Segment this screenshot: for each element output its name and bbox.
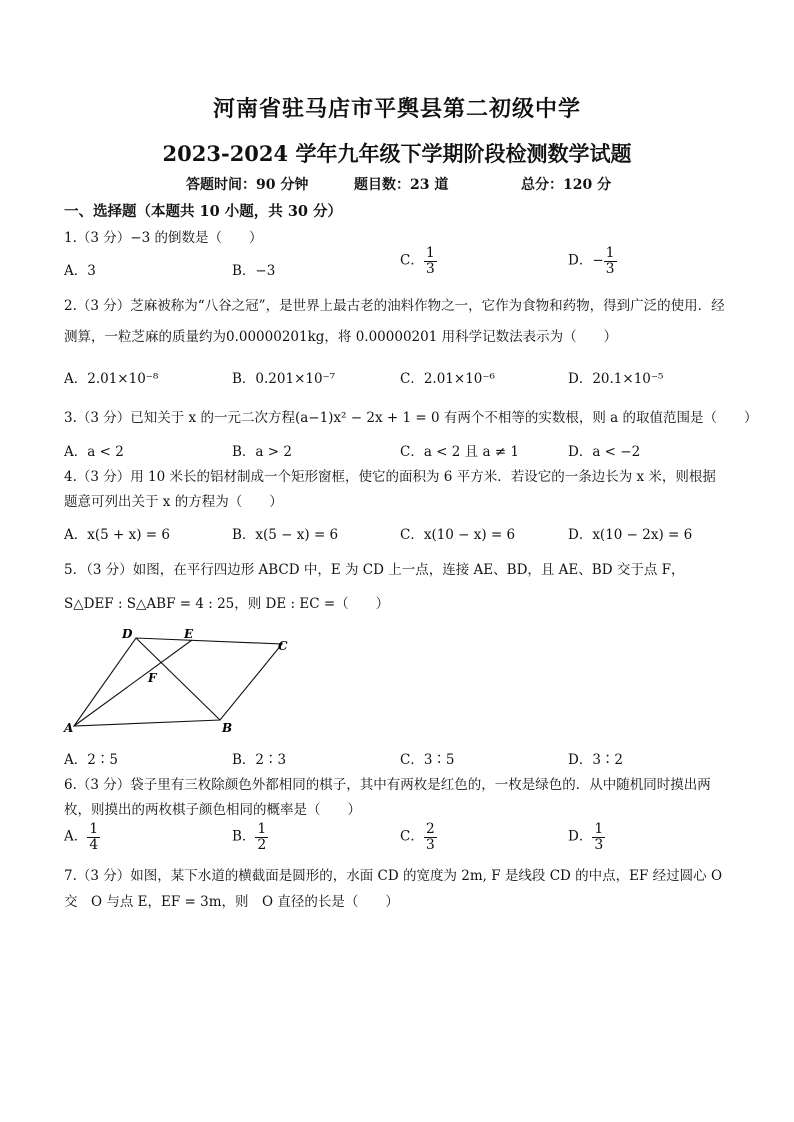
q1-d-fraction xyxy=(604,246,617,276)
q6-d-fraction xyxy=(592,822,605,852)
question-4-stem-line1: 4.（3 分）用 10 米长的铝材制成一个矩形窗框，使它的面积为 6 平方米．若设它的一条边长为 x 米，则根据 xyxy=(64,469,716,485)
q1-option-d xyxy=(568,246,617,276)
total-score: 总分：120 分 xyxy=(521,177,612,193)
label-f: F xyxy=(148,671,157,685)
q1-d-denominator: 3 xyxy=(605,260,615,277)
q6-option-c xyxy=(400,822,437,852)
q1-c-prefix: C． xyxy=(400,252,424,269)
q6-b-fraction xyxy=(255,822,268,852)
q6-d-numerator: 1 xyxy=(594,821,604,837)
parallelogram-abcd xyxy=(74,638,282,726)
q3-option-d: D．a < −2 xyxy=(568,444,641,460)
label-d: D xyxy=(122,627,133,641)
q6-d-prefix: D． xyxy=(568,828,593,845)
question-2-stem-line2: 测算，一粒芝麻的质量约为0.00000201kg，将 0.00000201 用科学记数法表示为（ ） xyxy=(64,329,618,345)
q6-option-a xyxy=(64,822,100,852)
exam-title: 2023-2024 学年九年级下学期阶段检测数学试题 xyxy=(162,141,632,166)
segment-ae xyxy=(74,640,192,726)
q2-option-d: D．20.1×10⁻⁵ xyxy=(568,371,664,387)
q3-option-c: C．a < 2 且 a ≠ 1 xyxy=(400,444,519,460)
q6-c-denominator: 3 xyxy=(425,836,435,853)
question-6-stem-line1: 6.（3 分）袋子里有三枚除颜色外都相同的棋子，其中有两枚是红色的，一枚是绿色的．从中随机同时摸出两 xyxy=(64,777,711,793)
question-5-stem-line2: S△DEF : S△ABF = 4 : 25，则 DE : EC =（ ） xyxy=(64,596,390,612)
label-e: E xyxy=(184,627,194,641)
q6-c-fraction xyxy=(424,822,437,852)
question-7-stem-line1: 7.（3 分）如图，某下水道的横截面是圆形的，水面 CD 的宽度为 2m, F 是线段 CD 的中点，EF 经过圆心 O xyxy=(64,868,723,884)
q6-c-numerator: 2 xyxy=(425,821,435,837)
school-title: 河南省驻马店市平舆县第二初级中学 xyxy=(212,96,581,122)
question-4-stem-line2: 题意可列出关于 x 的方程为（ ） xyxy=(64,494,283,510)
question-3-stem: 3.（3 分）已知关于 x 的一元二次方程(a−1)x² − 2x + 1 = 0 有两个不相等的实数根，则 a 的取值范围是（ ） xyxy=(64,410,758,426)
q6-option-b xyxy=(232,822,268,852)
q6-b-numerator: 1 xyxy=(257,821,267,837)
exam-time: 答题时间：90 分钟 xyxy=(186,177,309,193)
q5-option-b: B．2∶3 xyxy=(232,752,287,768)
q6-b-prefix: B． xyxy=(232,828,256,845)
question-2-stem-line1: 2.（3 分）芝麻被称为“八谷之冠”，是世界上最古老的油料作物之一，它作为食物和药物，得到广泛的使用．经 xyxy=(64,298,725,314)
q6-a-fraction xyxy=(87,822,100,852)
q5-option-a: A．2∶5 xyxy=(64,752,118,768)
q6-a-numerator: 1 xyxy=(89,821,99,837)
q5-option-c: C．3∶5 xyxy=(400,752,455,768)
section-title: 一、选择题（本题共 10 小题，共 30 分） xyxy=(64,203,343,220)
q6-a-denominator: 4 xyxy=(89,836,99,853)
question-5-stem-line1: 5．（3 分）如图，在平行四边形 ABCD 中，E 为 CD 上一点，连接 AE、BD，且 AE、BD 交于点 F， xyxy=(64,562,685,578)
q6-d-denominator: 3 xyxy=(594,836,604,853)
q1-option-c xyxy=(400,246,437,276)
q4-option-b: B．x(5 − x) = 6 xyxy=(232,527,339,543)
q1-option-b: B．−3 xyxy=(232,263,276,279)
q4-option-c: C．x(10 − x) = 6 xyxy=(400,527,516,543)
label-a: A xyxy=(64,721,74,735)
q4-option-d: D．x(10 − 2x) = 6 xyxy=(568,527,693,543)
q5-option-d: D．3∶2 xyxy=(568,752,624,768)
question-6-stem-line2: 枚，则摸出的两枚棋子颜色相同的概率是（ ） xyxy=(64,802,361,818)
q2-option-a: A．2.01×10⁻⁸ xyxy=(64,371,159,387)
label-c: C xyxy=(278,639,288,653)
q6-b-denominator: 2 xyxy=(257,836,267,853)
q6-option-d xyxy=(568,822,605,852)
label-b: B xyxy=(222,721,233,735)
q1-c-fraction xyxy=(424,246,437,276)
q1-option-a: A．3 xyxy=(64,263,96,279)
q2-option-c: C．2.01×10⁻⁶ xyxy=(400,371,495,387)
q1-c-numerator: 1 xyxy=(425,245,435,261)
q1-d-prefix: D．− xyxy=(568,252,604,269)
q1-c-denominator: 3 xyxy=(425,260,435,277)
q3-option-b: B．a > 2 xyxy=(232,444,292,460)
q2-option-b: B．0.201×10⁻⁷ xyxy=(232,371,336,387)
question-7-stem-line2: 交 O 与点 E，EF = 3m，则 O 直径的长是（ ） xyxy=(64,894,399,910)
question-count: 题目数：23 道 xyxy=(354,177,449,193)
parallelogram-figure xyxy=(60,622,300,737)
q6-c-prefix: C． xyxy=(400,828,424,845)
question-1-stem: 1.（3 分）−3 的倒数是（ ） xyxy=(64,230,263,246)
q4-option-a: A．x(5 + x) = 6 xyxy=(64,527,170,543)
q3-option-a: A．a < 2 xyxy=(64,444,124,460)
q6-a-prefix: A． xyxy=(64,828,88,845)
q1-d-numerator: 1 xyxy=(605,245,615,261)
